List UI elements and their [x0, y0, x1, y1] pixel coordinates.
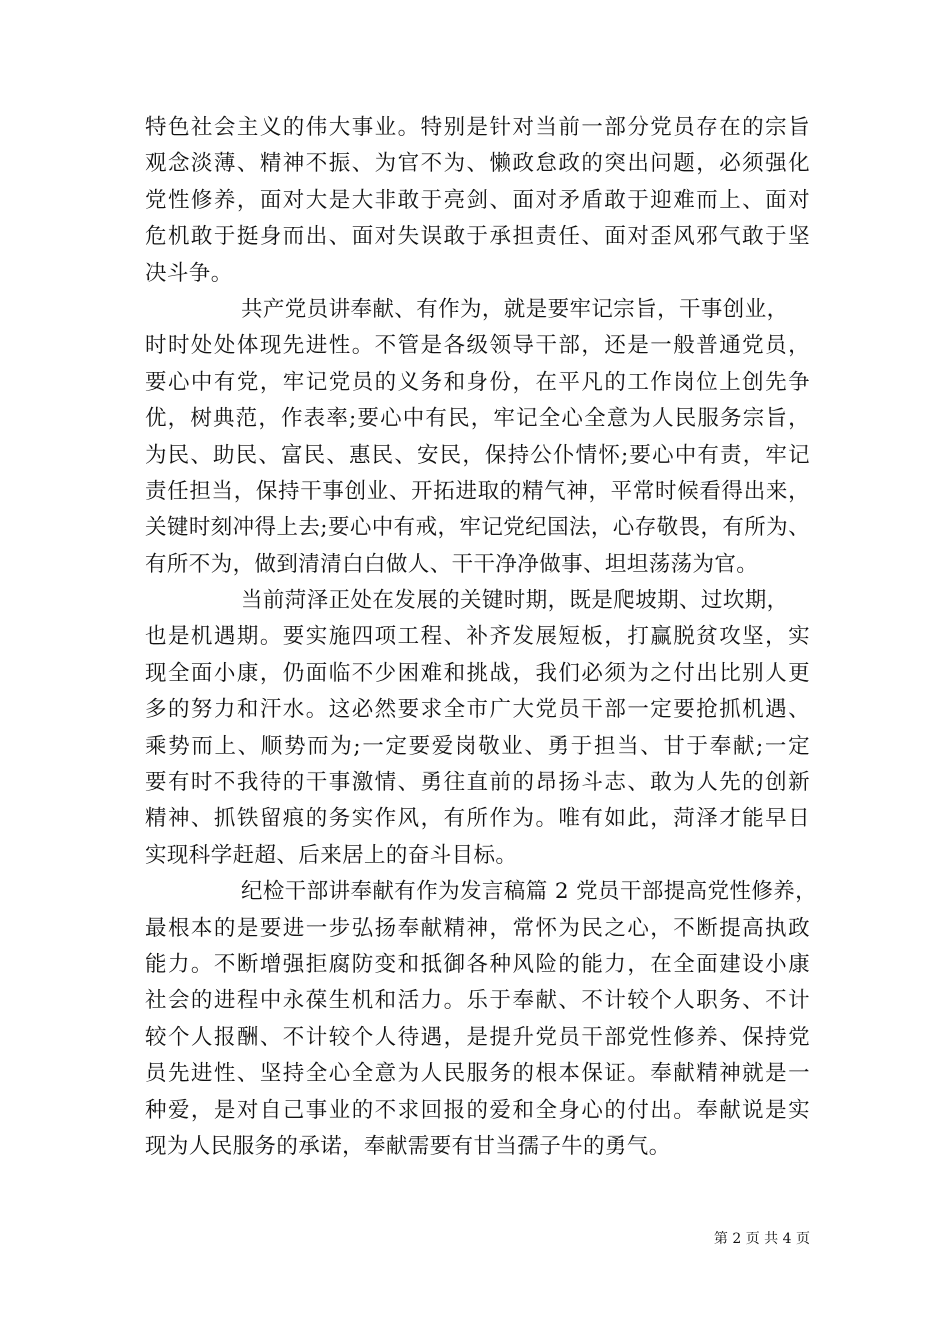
text-line: 优，树典范，作表率;要心中有民，牢记全心全意为人民服务宗旨，: [145, 406, 810, 432]
paragraph-first-line: 当前菏泽正处在发展的关键时期，既是爬坡期、过坎期，: [241, 588, 789, 614]
text-line: 危机敢于挺身而出、面对失误敢于承担责任、面对歪风邪气敢于坚: [145, 224, 810, 250]
text-line: 精神、抓铁留痕的务实作风，有所作为。唯有如此，菏泽才能早日: [145, 806, 810, 832]
text-line: 较个人报酬、不计较个人待遇，是提升党员干部党性修养、保持党: [145, 1024, 810, 1050]
text-line: 员先进性、坚持全心全意为人民服务的根本保证。奉献精神就是一: [145, 1061, 810, 1087]
text-line: 党性修养，面对大是大非敢于亮剑、面对矛盾敢于迎难而上、面对: [145, 187, 810, 213]
text-line: 关键时刻冲得上去;要心中有戒，牢记党纪国法，心存敬畏，有所为、: [145, 515, 810, 541]
text-line: 社会的进程中永葆生机和活力。乐于奉献、不计较个人职务、不计: [145, 988, 810, 1014]
text-line: 多的努力和汗水。这必然要求全市广大党员干部一定要抢抓机遇、: [145, 697, 810, 723]
text-line: 现为人民服务的承诺，奉献需要有甘当孺子牛的勇气。: [145, 1133, 671, 1159]
text-line: 责任担当，保持干事创业、开拓进取的精气神，平常时候看得出来，: [145, 478, 810, 504]
paragraph-first-line: 共产党员讲奉献、有作为，就是要牢记宗旨，干事创业，: [241, 296, 789, 322]
text-line: 最根本的是要进一步弘扬奉献精神，常怀为民之心，不断提高执政: [145, 915, 810, 941]
text-line: 决斗争。: [145, 260, 233, 286]
text-line: 要有时不我待的干事激情、勇往直前的昂扬斗志、敢为人先的创新: [145, 770, 810, 796]
text-line: 能力。不断增强拒腐防变和抵御各种风险的能力，在全面建设小康: [145, 951, 810, 977]
text-line: 乘势而上、顺势而为;一定要爱岗敬业、勇于担当、甘于奉献;一定: [145, 733, 810, 759]
page-number-footer: 第 2 页 共 4 页: [713, 1231, 810, 1247]
text-line: 为民、助民、富民、惠民、安民，保持公仆情怀;要心中有责，牢记: [145, 442, 810, 468]
text-line: 时时处处体现先进性。不管是各级领导干部，还是一般普通党员，: [145, 333, 810, 359]
text-line: 种爱，是对自己事业的不求回报的爱和全身心的付出。奉献说是实: [145, 1097, 810, 1123]
paragraph-first-line: 纪检干部讲奉献有作为发言稿篇 2 党员干部提高党性修养，: [241, 879, 818, 905]
text-line: 要心中有党，牢记党员的义务和身份，在平凡的工作岗位上创先争: [145, 369, 810, 395]
text-line: 有所不为，做到清清白白做人、干干净净做事、坦坦荡荡为官。: [145, 551, 759, 577]
text-line: 也是机遇期。要实施四项工程、补齐发展短板，打赢脱贫攻坚，实: [145, 624, 810, 650]
document-body: [145, 110, 818, 1165]
text-line: 现全面小康，仍面临不少困难和挑战，我们必须为之付出比别人更: [145, 660, 810, 686]
text-line: 观念淡薄、精神不振、为官不为、懒政怠政的突出问题，必须强化: [145, 151, 810, 177]
text-line: 实现科学赶超、后来居上的奋斗目标。: [145, 842, 518, 868]
text-line: 特色社会主义的伟大事业。特别是针对当前一部分党员存在的宗旨: [145, 115, 810, 140]
